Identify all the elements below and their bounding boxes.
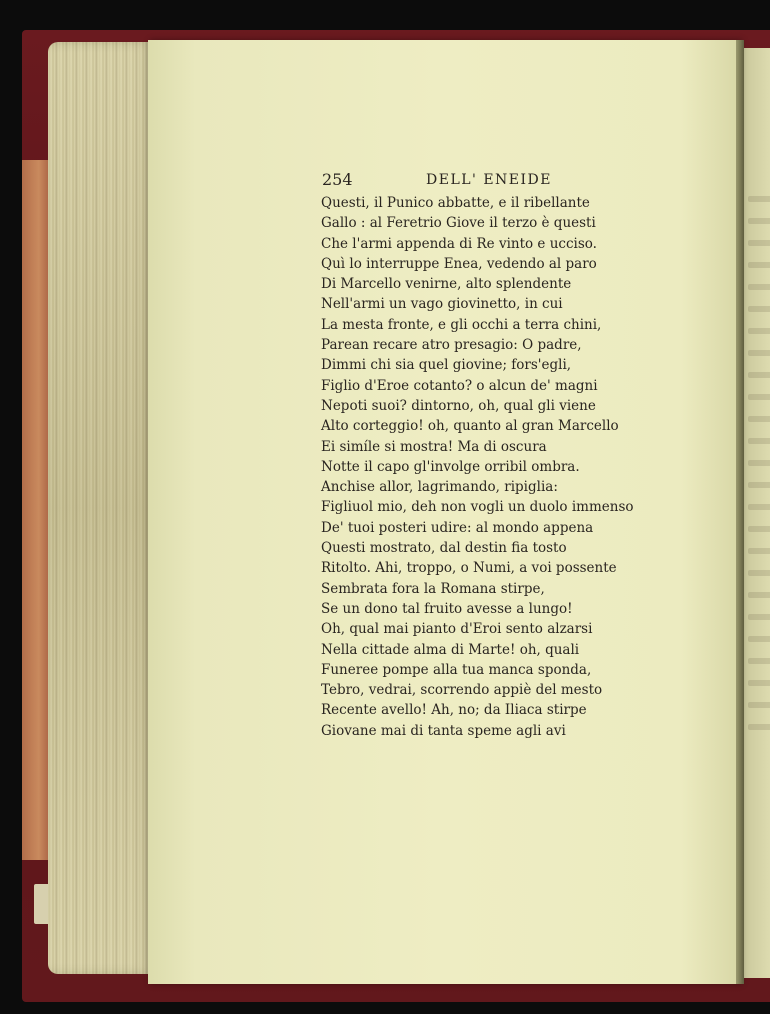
facing-text-line	[748, 460, 770, 466]
verse-line: Funeree pompe alla tua manca sponda,	[321, 661, 592, 678]
verse-line: Tebro, vedrai, scorrendo appiè del mesto	[321, 682, 603, 699]
verse-line: Ritolto. Ahi, troppo, o Numi, a voi possente	[321, 560, 617, 577]
facing-page	[742, 48, 770, 978]
verse-line: Sembrata fora la Romana stirpe,	[321, 580, 545, 597]
verse-line: Notte il capo gl'involge orribil ombra.	[321, 458, 580, 475]
verse-line: La mesta fronte, e gli occhi a terra chini,	[321, 316, 602, 333]
verse-line: Parean recare atro presagio: O padre,	[321, 337, 582, 354]
facing-text-line	[748, 636, 770, 642]
verse-line: Quì lo interruppe Enea, vedendo al paro	[321, 255, 597, 272]
facing-text-line	[748, 614, 770, 620]
facing-text-line	[748, 416, 770, 422]
verse-line: Anchise allor, lagrimando, ripiglia:	[321, 479, 558, 496]
facing-text-line	[748, 196, 770, 202]
facing-text-line	[748, 306, 770, 312]
verse-line: Nepoti suoi? dintorno, oh, qual gli viene	[321, 397, 596, 414]
facing-text-line	[748, 350, 770, 356]
facing-text-line	[748, 658, 770, 664]
page-edges	[48, 42, 152, 974]
verse-line: Recente avello! Ah, no; da Iliaca stirpe	[321, 702, 587, 719]
facing-text-line	[748, 372, 770, 378]
verse-block	[321, 193, 651, 741]
verse-line: Ei simíle si mostra! Ma di oscura	[321, 438, 547, 455]
facing-text-line	[748, 504, 770, 510]
facing-text-line	[748, 570, 770, 576]
verse-line: Figlio d'Eroe cotanto? o alcun de' magni	[321, 377, 598, 394]
running-title: DELL' ENEIDE	[426, 172, 553, 188]
facing-text-line	[748, 592, 770, 598]
page-gutter	[736, 40, 744, 984]
verse-line: Se un dono tal fruito avesse a lungo!	[321, 600, 573, 617]
facing-text-line	[748, 438, 770, 444]
verse-line: Alto corteggio! oh, quanto al gran Marcello	[321, 418, 619, 435]
facing-text-line	[748, 218, 770, 224]
binding-corner	[22, 160, 50, 860]
verse-line: Nell'armi un vago giovinetto, in cui	[321, 296, 563, 313]
facing-text-line	[748, 680, 770, 686]
facing-text-line	[748, 284, 770, 290]
facing-text-line	[748, 548, 770, 554]
verse-line: Di Marcello venirne, alto splendente	[321, 276, 572, 293]
facing-text-line	[748, 724, 770, 730]
facing-text-line	[748, 394, 770, 400]
facing-text-line	[748, 702, 770, 708]
verse-line: Giovane mai di tanta speme agli avi	[321, 722, 566, 739]
verse-line: Figliuol mio, deh non vogli un duolo immenso	[321, 499, 634, 516]
verse-line: Dimmi chi sia quel giovine; fors'egli,	[321, 357, 572, 374]
verse-line: Gallo : al Feretrio Giove il terzo è questi	[321, 215, 596, 232]
verse-line: Questi, il Punico abbatte, e il ribellante	[321, 195, 590, 211]
verse-line: Nella cittade alma di Marte! oh, quali	[321, 641, 580, 658]
facing-text-line	[748, 262, 770, 268]
verse-line: Che l'armi appenda di Re vinto e ucciso.	[321, 235, 597, 252]
facing-text-line	[748, 328, 770, 334]
facing-text-line	[748, 482, 770, 488]
facing-text-line	[748, 526, 770, 532]
facing-text-line	[748, 240, 770, 246]
verse-line: Questi mostrato, dal destin fia tosto	[321, 540, 567, 557]
page-number: 254	[322, 170, 353, 189]
verse-line: De' tuoi posteri udire: al mondo appena	[321, 519, 594, 536]
verse-line: Oh, qual mai pianto d'Eroi sento alzarsi	[321, 621, 593, 638]
